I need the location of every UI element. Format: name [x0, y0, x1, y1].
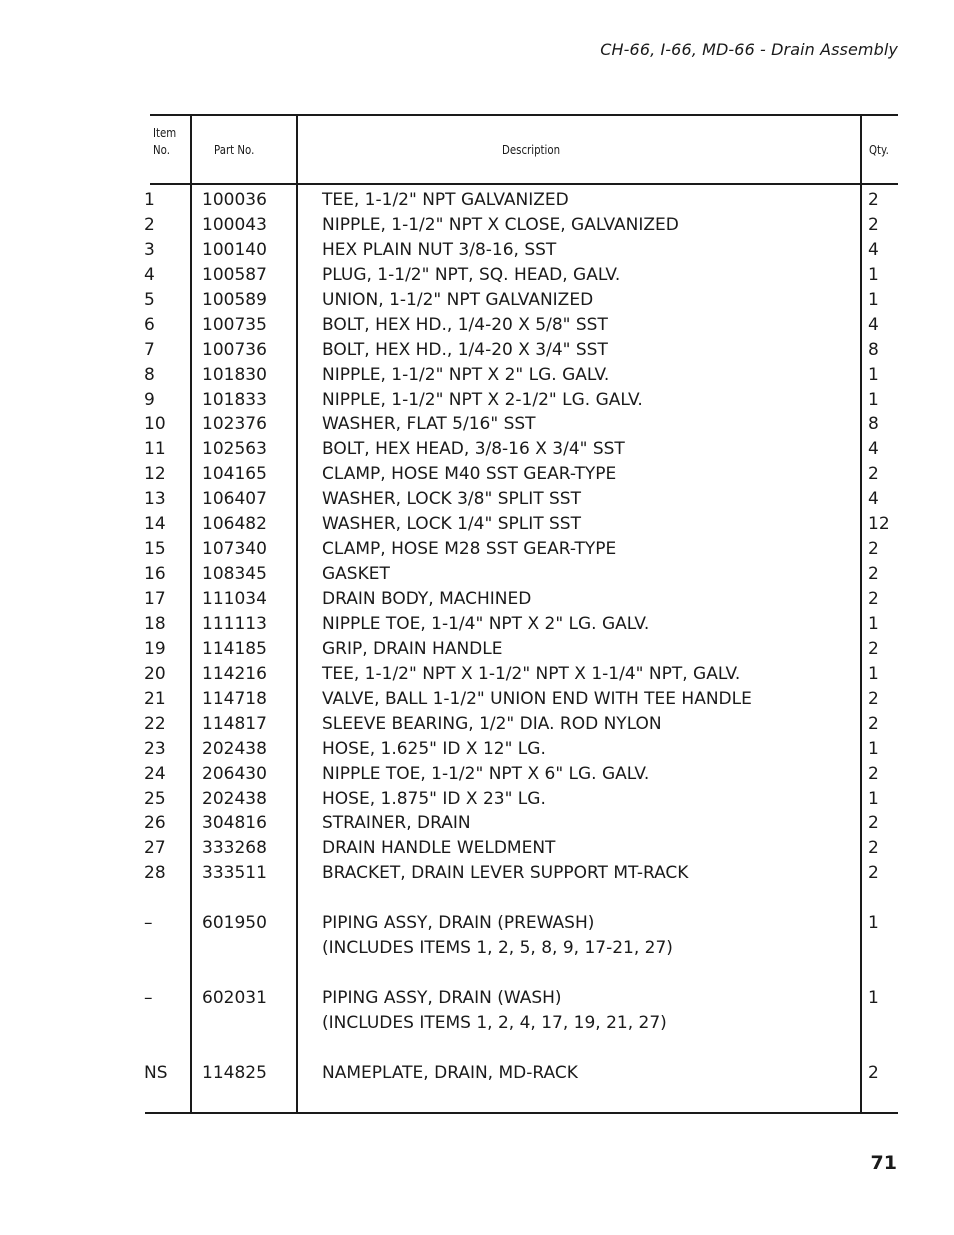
table-body [0, 188, 954, 1086]
quantity: 2 [868, 838, 879, 859]
part-number: 333268 [202, 838, 267, 859]
table-row [0, 263, 954, 288]
description: BRACKET, DRAIN LEVER SUPPORT MT-RACK [322, 863, 689, 884]
quantity: 1 [868, 389, 879, 410]
item-number: 16 [144, 564, 166, 585]
item-number: 7 [144, 339, 155, 360]
part-number: 108345 [202, 564, 267, 585]
table-row [0, 612, 954, 637]
table-row [0, 637, 954, 662]
part-number: 100589 [202, 289, 267, 310]
table-row [0, 363, 954, 388]
table-row [0, 1011, 954, 1036]
item-number: 15 [144, 539, 166, 560]
item-number: 21 [144, 688, 166, 709]
quantity: 2 [868, 638, 879, 659]
description: HEX PLAIN NUT 3/8-16, SST [322, 239, 557, 260]
quantity: 2 [868, 190, 879, 210]
item-number: 3 [144, 239, 155, 260]
quantity: 1 [868, 613, 879, 634]
item-number: 27 [144, 838, 166, 859]
part-number: 114825 [202, 1062, 267, 1083]
item-number: 18 [144, 613, 166, 634]
part-number: 304816 [202, 813, 267, 834]
table-header-rule [150, 183, 898, 185]
quantity: 2 [868, 1062, 879, 1083]
item-number: 20 [144, 663, 166, 684]
description: TEE, 1-1/2" NPT GALVANIZED [322, 190, 569, 210]
column-header-item-line1: Item [153, 126, 177, 140]
table-top-rule [150, 114, 898, 116]
quantity: 1 [868, 264, 879, 285]
item-number: 9 [144, 389, 155, 410]
item-number: 25 [144, 788, 166, 809]
description: WASHER, LOCK 1/4" SPLIT SST [322, 514, 581, 535]
part-number: 100735 [202, 314, 267, 335]
table-row [0, 238, 954, 263]
table-row [0, 787, 954, 812]
part-number: 104165 [202, 464, 267, 485]
part-number: 102376 [202, 414, 267, 435]
description: DRAIN BODY, MACHINED [322, 589, 532, 609]
table-row [0, 288, 954, 313]
quantity: 12 [868, 514, 890, 535]
table-bottom-rule [145, 1112, 898, 1114]
item-number: 23 [144, 738, 166, 759]
description: CLAMP, HOSE M40 SST GEAR-TYPE [322, 464, 617, 485]
description: TEE, 1-1/2" NPT X 1-1/2" NPT X 1-1/4" NPT, GALV. [322, 663, 741, 684]
table-row [0, 811, 954, 836]
item-number: – [144, 913, 153, 934]
table-row [0, 562, 954, 587]
description: (INCLUDES ITEMS 1, 2, 4, 17, 19, 21, 27) [322, 1012, 667, 1033]
description: BOLT, HEX HD., 1/4-20 X 3/4" SST [322, 339, 608, 360]
quantity: 2 [868, 713, 879, 734]
quantity: 4 [868, 314, 879, 335]
table-row [0, 412, 954, 437]
item-number: 12 [144, 464, 166, 485]
table-row [0, 986, 954, 1011]
part-number: 114216 [202, 663, 267, 684]
table-row [0, 1036, 954, 1061]
part-number: 100587 [202, 264, 267, 285]
table-row [0, 911, 954, 936]
item-number: 28 [144, 863, 166, 884]
part-number: 602031 [202, 988, 267, 1008]
quantity: 4 [868, 239, 879, 260]
part-number: 333511 [202, 863, 267, 884]
description: HOSE, 1.625" ID X 12" LG. [322, 738, 546, 759]
part-number: 106482 [202, 514, 267, 535]
item-number: 11 [144, 439, 166, 460]
item-number: 26 [144, 813, 166, 834]
item-number: 1 [144, 190, 155, 210]
column-header-item [153, 125, 176, 159]
description: STRAINER, DRAIN [322, 813, 471, 834]
part-number: 107340 [202, 539, 267, 560]
description: GASKET [322, 564, 390, 585]
part-number: 111034 [202, 589, 267, 609]
quantity: 1 [868, 788, 879, 809]
quantity: 2 [868, 214, 879, 235]
quantity: 1 [868, 663, 879, 684]
description: BOLT, HEX HEAD, 3/8-16 X 3/4" SST [322, 439, 625, 460]
item-number: 24 [144, 763, 166, 784]
quantity: 8 [868, 414, 879, 435]
item-number: 2 [144, 214, 155, 235]
table-row [0, 712, 954, 737]
item-number: 13 [144, 489, 166, 510]
description: NIPPLE, 1-1/2" NPT X CLOSE, GALVANIZED [322, 214, 679, 235]
table-row [0, 388, 954, 413]
description: NIPPLE TOE, 1-1/2" NPT X 6" LG. GALV. [322, 763, 650, 784]
part-number: 114718 [202, 688, 267, 709]
item-number: 10 [144, 414, 166, 435]
description: PLUG, 1-1/2" NPT, SQ. HEAD, GALV. [322, 264, 621, 285]
part-number: 102563 [202, 439, 267, 460]
description: WASHER, FLAT 5/16" SST [322, 414, 536, 435]
description: (INCLUDES ITEMS 1, 2, 5, 8, 9, 17-21, 27) [322, 938, 673, 959]
table-row [0, 861, 954, 886]
item-number: 5 [144, 289, 155, 310]
quantity: 2 [868, 464, 879, 485]
item-number: 8 [144, 364, 155, 385]
description: NIPPLE, 1-1/2" NPT X 2" LG. GALV. [322, 364, 610, 385]
item-number: 6 [144, 314, 155, 335]
table-row [0, 537, 954, 562]
table-row [0, 737, 954, 762]
quantity: 2 [868, 688, 879, 709]
description: HOSE, 1.875" ID X 23" LG. [322, 788, 546, 809]
part-number: 601950 [202, 913, 267, 934]
item-number: 22 [144, 713, 166, 734]
description: PIPING ASSY, DRAIN (PREWASH) [322, 913, 595, 934]
quantity: 8 [868, 339, 879, 360]
item-number: 17 [144, 589, 166, 609]
part-number: 114185 [202, 638, 267, 659]
description: UNION, 1-1/2" NPT GALVANIZED [322, 289, 594, 310]
table-row [0, 487, 954, 512]
description: GRIP, DRAIN HANDLE [322, 638, 503, 659]
table-row [0, 338, 954, 363]
table-row [0, 213, 954, 238]
page-number: 71 [870, 1152, 897, 1174]
table-row [0, 762, 954, 787]
column-header-description: Description [502, 143, 561, 157]
description: NIPPLE, 1-1/2" NPT X 2-1/2" LG. GALV. [322, 389, 643, 410]
description: NIPPLE TOE, 1-1/4" NPT X 2" LG. GALV. [322, 613, 650, 634]
part-number: 114817 [202, 713, 267, 734]
description: NAMEPLATE, DRAIN, MD-RACK [322, 1062, 578, 1083]
table-row [0, 687, 954, 712]
part-number: 101830 [202, 364, 267, 385]
item-number: NS [144, 1062, 168, 1083]
item-number: 19 [144, 638, 166, 659]
quantity: 1 [868, 913, 879, 934]
table-row [0, 662, 954, 687]
description: BOLT, HEX HD., 1/4-20 X 5/8" SST [322, 314, 608, 335]
part-number: 111113 [202, 613, 267, 634]
quantity: 1 [868, 738, 879, 759]
quantity: 2 [868, 589, 879, 609]
table-row [0, 1061, 954, 1086]
description: PIPING ASSY, DRAIN (WASH) [322, 988, 562, 1008]
table-row [0, 313, 954, 338]
column-header-part: Part No. [214, 143, 255, 157]
description: WASHER, LOCK 3/8" SPLIT SST [322, 489, 581, 510]
quantity: 2 [868, 539, 879, 560]
quantity: 2 [868, 863, 879, 884]
description: SLEEVE BEARING, 1/2" DIA. ROD NYLON [322, 713, 662, 734]
quantity: 2 [868, 763, 879, 784]
table-row [0, 836, 954, 861]
table-row [0, 936, 954, 961]
part-number: 202438 [202, 738, 267, 759]
quantity: 2 [868, 564, 879, 585]
table-row [0, 961, 954, 986]
quantity: 1 [868, 988, 879, 1008]
column-header-item-line2: No. [153, 143, 170, 157]
part-number: 100043 [202, 214, 267, 235]
quantity: 4 [868, 439, 879, 460]
quantity: 1 [868, 364, 879, 385]
item-number: – [144, 988, 153, 1008]
part-number: 202438 [202, 788, 267, 809]
item-number: 14 [144, 514, 166, 535]
table-row [0, 587, 954, 612]
table-row [0, 886, 954, 911]
description: CLAMP, HOSE M28 SST GEAR-TYPE [322, 539, 617, 560]
part-number: 100140 [202, 239, 267, 260]
table-row [0, 512, 954, 537]
part-number: 100036 [202, 190, 267, 210]
table-row [0, 188, 954, 213]
part-number: 106407 [202, 489, 267, 510]
column-header-qty: Qty. [869, 143, 889, 157]
quantity: 1 [868, 289, 879, 310]
table-row [0, 437, 954, 462]
description: DRAIN HANDLE WELDMENT [322, 838, 556, 859]
description: VALVE, BALL 1-1/2" UNION END WITH TEE HANDLE [322, 688, 752, 709]
item-number: 4 [144, 264, 155, 285]
page-header-title: CH-66, I-66, MD-66 - Drain Assembly [600, 40, 898, 59]
table-row [0, 462, 954, 487]
part-number: 206430 [202, 763, 267, 784]
quantity: 2 [868, 813, 879, 834]
part-number: 101833 [202, 389, 267, 410]
quantity: 4 [868, 489, 879, 510]
part-number: 100736 [202, 339, 267, 360]
